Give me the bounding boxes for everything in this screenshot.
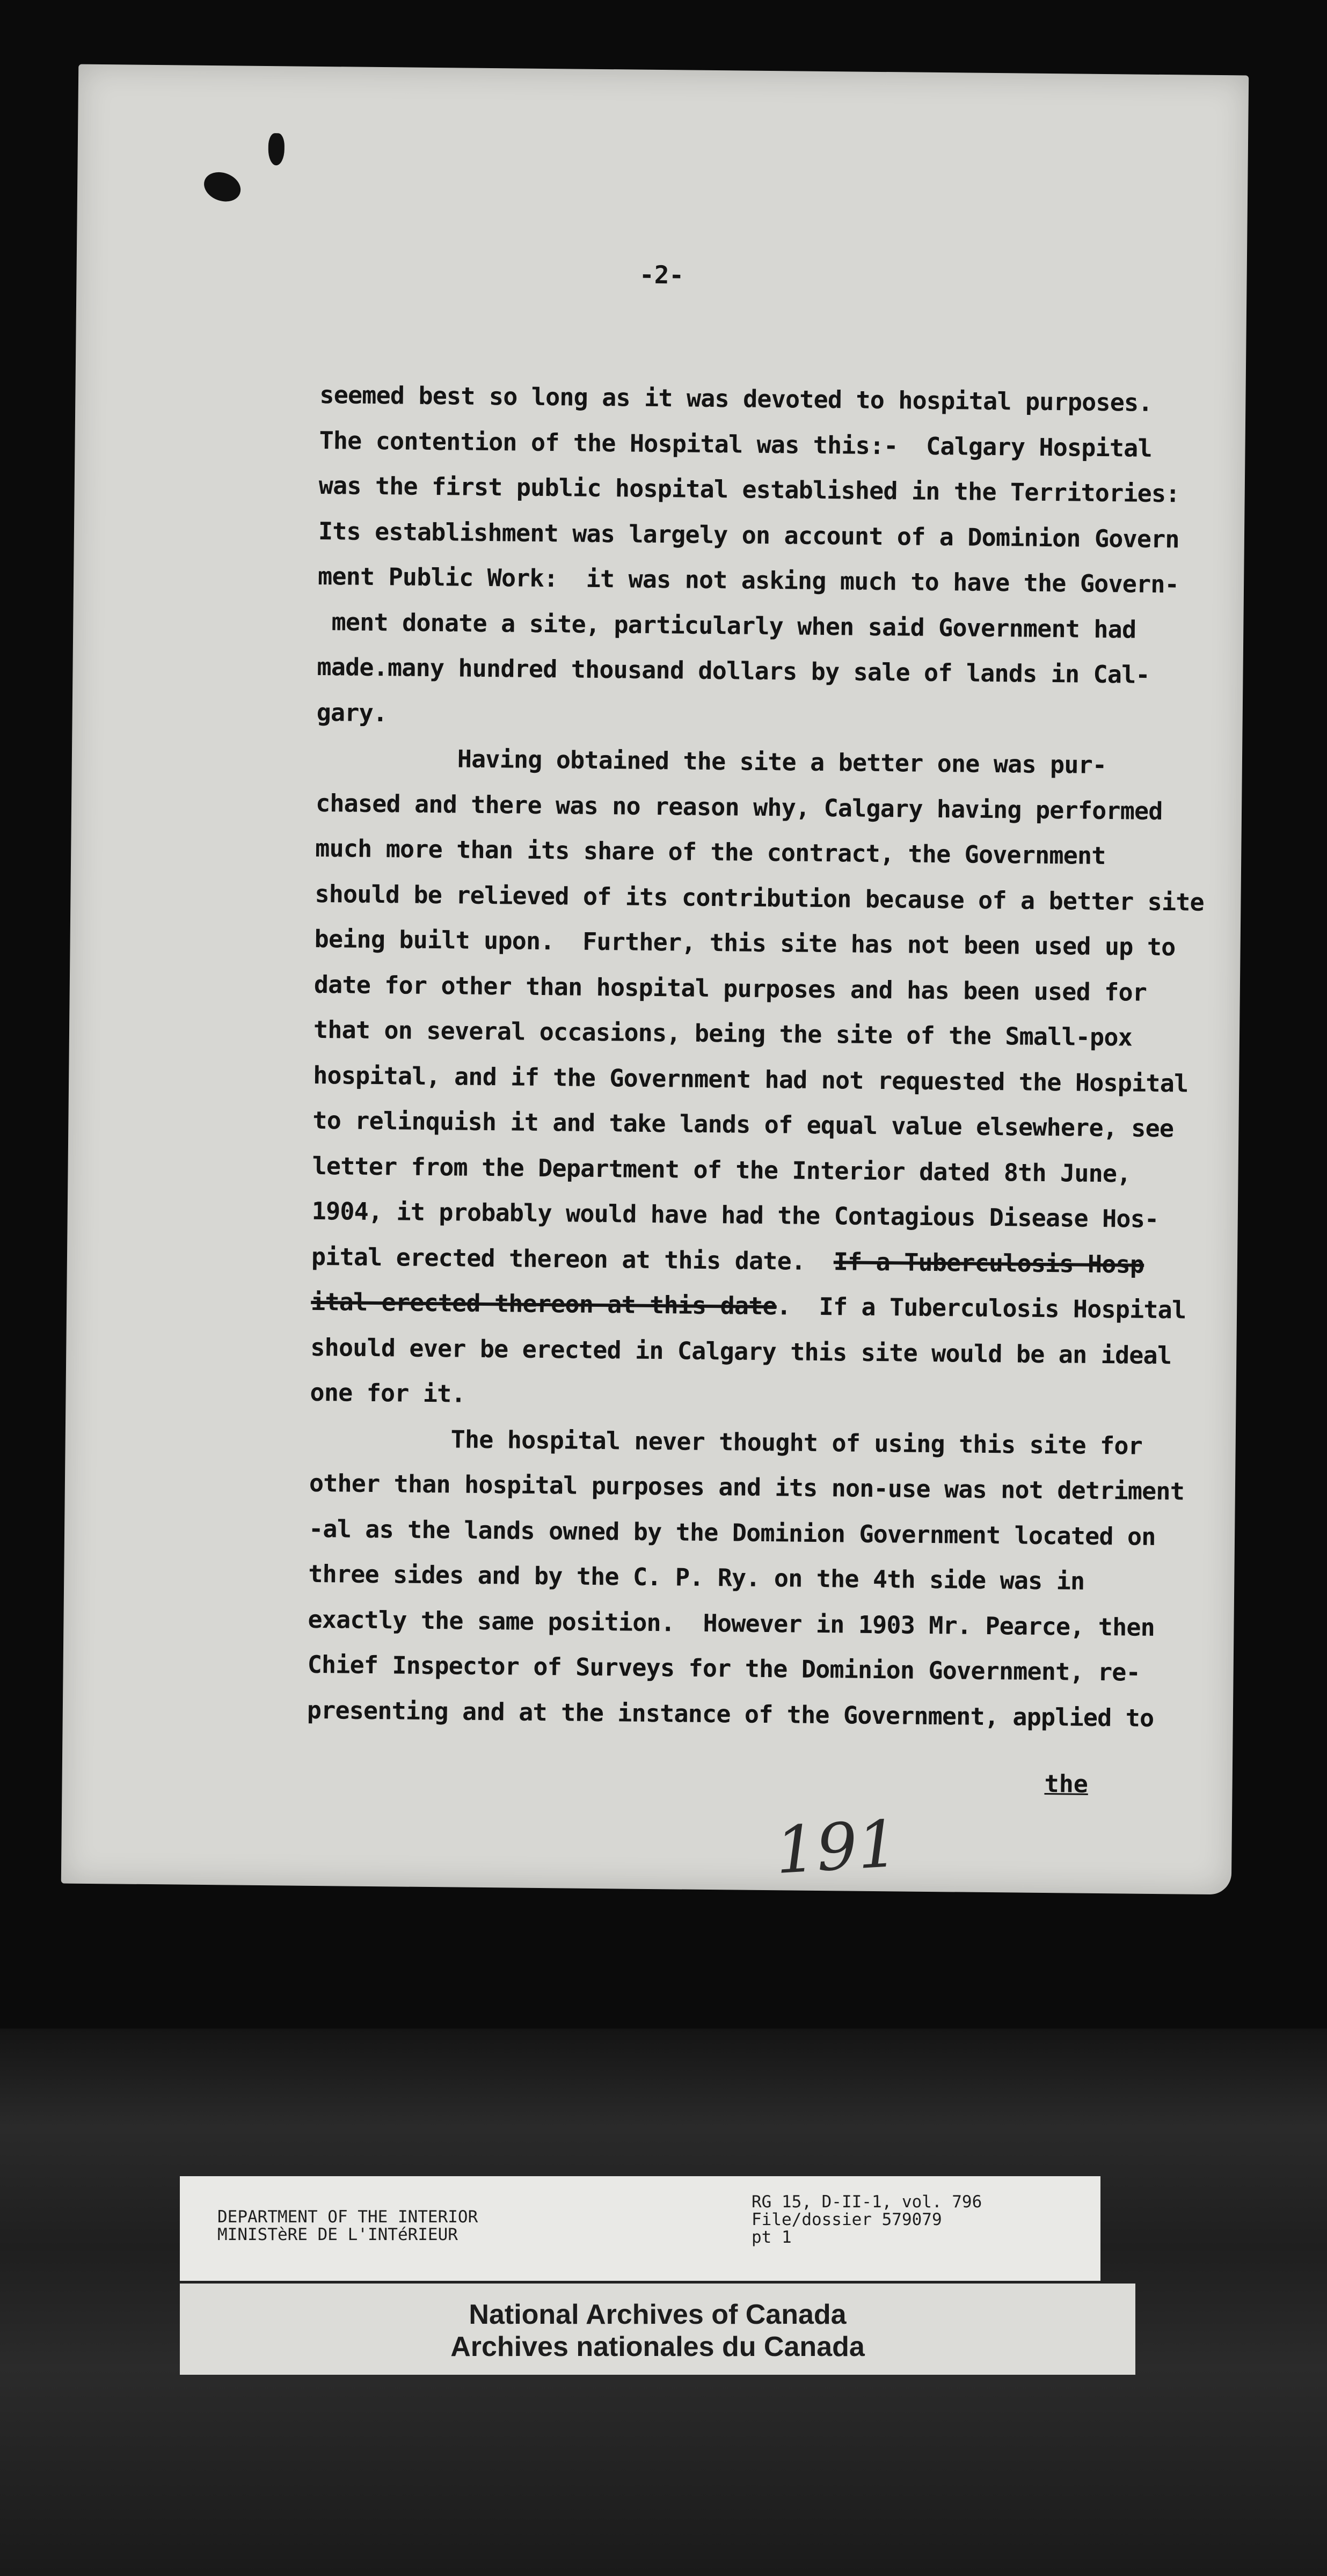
text-line: Its establishment was largely on account of a Dominion Govern	[318, 516, 1180, 553]
text-line: should ever be erected in Calgary this site would be an ideal	[310, 1333, 1172, 1370]
text-line: being built upon. Further, this site has not been used up to	[314, 924, 1176, 962]
page-number: -2-	[639, 260, 684, 290]
archive-reference-label	[180, 2176, 1100, 2284]
text-line: letter from the Department of the Interior dated 8th June,	[312, 1151, 1131, 1188]
part-number: pt 1	[752, 2228, 792, 2247]
text-line: one for it.	[310, 1378, 466, 1408]
text-line: three sides and by the C. P. Ry. on the 4th side was in	[308, 1559, 1085, 1596]
handwritten-folio-number: 191	[773, 1806, 901, 1889]
text-line: The contention of the Hospital was this:- Calgary Hospital	[319, 426, 1153, 463]
text-line: seemed best so long as it was devoted to hospital purposes.	[319, 380, 1153, 417]
archives-name-fr: Archives nationales du Canada	[450, 2331, 865, 2362]
text-line: other than hospital purposes and its non-use was not detriment	[309, 1468, 1185, 1506]
text-line: exactly the same position. However in 1903 Mr. Pearce, then	[308, 1605, 1155, 1642]
text-line: should be relieved of its contribution because of a better site	[315, 879, 1205, 917]
struck-out-text: ital erected thereon at this date	[310, 1287, 777, 1321]
department-en: DEPARTMENT OF THE INTERIOR	[217, 2207, 478, 2227]
text-line: was the first public hospital established in the Territories:	[318, 471, 1180, 508]
typed-letter-body	[307, 372, 1296, 1742]
text-line: chased and there was no reason why, Calgary having performed	[315, 788, 1163, 825]
file-number: File/dossier 579079	[752, 2210, 942, 2229]
text-line: Chief Inspector of Surveys for the Dominion Government, re-	[307, 1650, 1141, 1687]
text-line: date for other than hospital purposes and has been used for	[313, 970, 1147, 1007]
text-line: The hospital never thought of using this site for	[309, 1423, 1143, 1460]
department-names	[217, 2208, 478, 2244]
text-line: gary.	[316, 698, 388, 727]
reference-numbers	[752, 2193, 982, 2246]
struck-out-text: If a Tuberculosis Hosp	[833, 1247, 1144, 1279]
text-line: to relinquish it and take lands of equal value elsewhere, see	[312, 1106, 1174, 1143]
text-line: 1904, it probably would have had the Contagious Disease Hos-	[311, 1196, 1159, 1234]
text-line: hospital, and if the Government had not requested the Hospital	[313, 1060, 1189, 1098]
punch-hole-mark	[268, 133, 285, 165]
catch-word: the	[1044, 1769, 1089, 1798]
archives-name-card	[180, 2284, 1135, 2375]
text-line: ment Public Work: it was not asking much to have the Govern-	[317, 561, 1179, 599]
department-fr: MINISTèRE DE L'INTéRIEUR	[217, 2225, 458, 2244]
text-fragment: pital erected thereon at this date.	[311, 1242, 834, 1276]
archives-name-en: National Archives of Canada	[469, 2299, 847, 2330]
text-line: made.many hundred thousand dollars by sale of lands in Cal-	[317, 652, 1150, 689]
document-page	[61, 64, 1249, 1895]
text-line: ment donate a site, particularly when said Government had	[317, 607, 1136, 644]
punch-hole-mark	[200, 167, 245, 207]
text-line: much more than its share of the contract, the Government	[315, 833, 1106, 870]
record-group-reference: RG 15, D-II-1, vol. 796	[752, 2192, 982, 2212]
text-line: presenting and at the instance of the Government, applied to	[307, 1695, 1154, 1732]
text-line: that on several occasions, being the site of the Small-pox	[313, 1015, 1133, 1052]
text-fragment: . If a Tuberculosis Hospital	[776, 1292, 1186, 1324]
text-line: Having obtained the site a better one was pur-	[316, 743, 1107, 780]
text-line: -al as the lands owned by the Dominion Government located on	[308, 1514, 1156, 1551]
